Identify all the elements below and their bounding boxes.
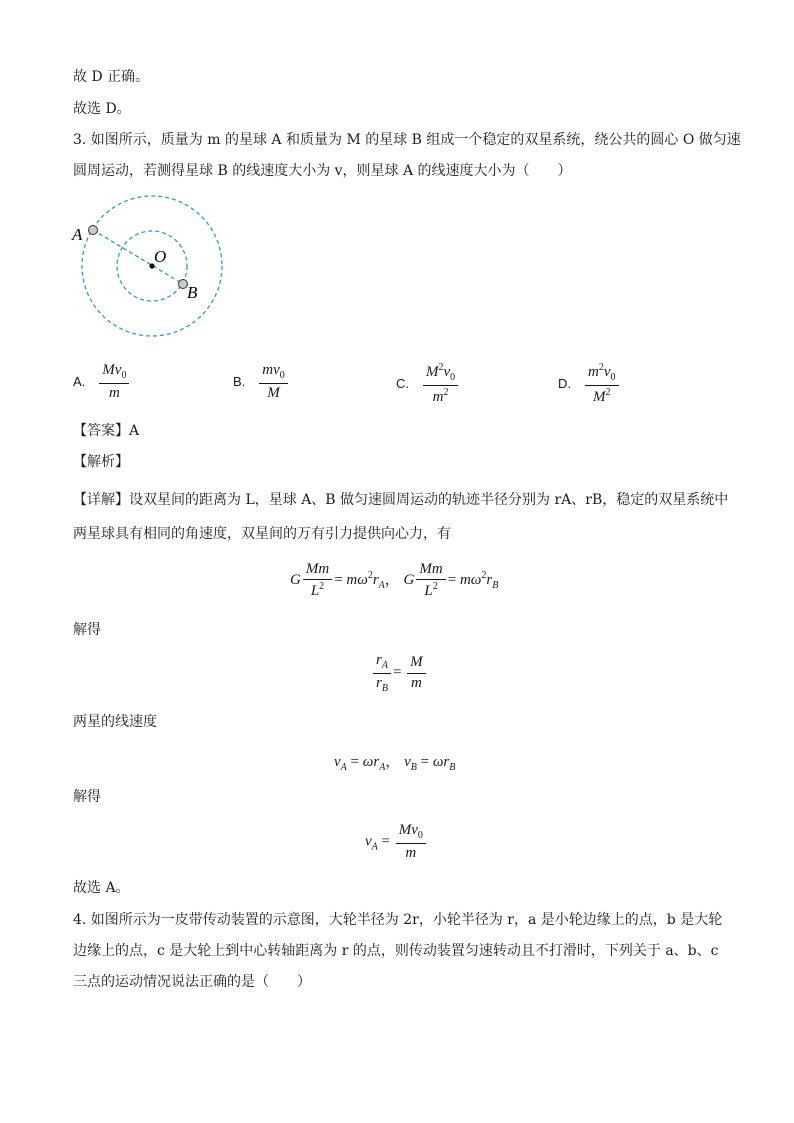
connecting-line — [93, 230, 183, 284]
equation-result: $v_A$ = $\frac{Mv_0}{m}$ — [365, 822, 428, 862]
label-o: O — [154, 247, 167, 266]
option-label: B. — [233, 374, 246, 390]
analysis-heading: 【解析】 — [73, 454, 129, 470]
detail-line: 两星球具有相同的角速度，双星间的万有引力提供向心力，有 — [73, 526, 451, 542]
label-b: B — [187, 283, 198, 302]
detail-line: 【详解】设双星间的距离为 L，星球 A、B 做匀速圆周运动的轨迹半径分别为 rA、rB，稳定的双星系统中 — [73, 492, 729, 508]
label-a: A — [72, 225, 83, 244]
answer-line: 【答案】A — [73, 423, 140, 439]
option-d[interactable]: D. $\frac{m^2v_0}{M^2}$ — [558, 362, 621, 406]
option-b[interactable]: B. $\frac{mv_0}{M}$ — [233, 362, 290, 402]
solve-text: 解得 — [73, 622, 101, 638]
question-4-stem: 边缘上的点，c 是大轮上到中心转轴距离为 r 的点，则传动装置匀速转动且不打滑时，下列关于 a、b、c — [73, 943, 719, 959]
binary-star-figure — [66, 190, 236, 350]
question-3-stem: 3. 如图所示，质量为 m 的星球 A 和质量为 M 的星球 B 组成一个稳定的双星系统，绕公共的圆心 O 做匀速 — [73, 132, 741, 148]
option-label: D. — [558, 376, 571, 392]
option-a[interactable]: A. $\frac{Mv_0}{m}$ — [73, 362, 131, 402]
solve-text: 解得 — [73, 789, 101, 805]
question-4-stem: 4. 如图所示为一皮带传动装置的示意图，大轮半径为 2r，小轮半径为 r，a 是小轮边缘上的点，b 是大轮 — [73, 912, 723, 928]
equation-radius-ratio: $\frac{r_A}{r_B}$ = $\frac{M}{m}$ — [371, 652, 428, 694]
question-4-stem: 三点的运动情况说法正确的是（ ） — [73, 974, 311, 990]
option-label: C. — [396, 376, 409, 392]
linear-speed-text: 两星的线速度 — [73, 714, 157, 730]
star-a — [89, 226, 98, 235]
equation-linear-speed: $v_A = \omega r_A$， $v_B = \omega r_B$ — [334, 754, 456, 773]
text-line: 故选 D。 — [73, 101, 131, 117]
question-3-stem: 圆周运动，若测得星球 B 的线速度大小为 v，则星球 A 的线速度大小为（ ） — [73, 163, 572, 179]
equation-gravity: G $\frac{Mm}{L^2}$ = $m\omega^2r_A$， G $\frac{Mm}{L^2}$ = $m\omega^2r_B$ — [290, 561, 499, 600]
option-label: A. — [73, 374, 86, 390]
text-line: 故 D 正确。 — [73, 69, 150, 85]
choose-line: 故选 A。 — [73, 880, 130, 896]
option-c[interactable]: C. $\frac{M^2v_0}{m^2}$ — [396, 362, 460, 406]
